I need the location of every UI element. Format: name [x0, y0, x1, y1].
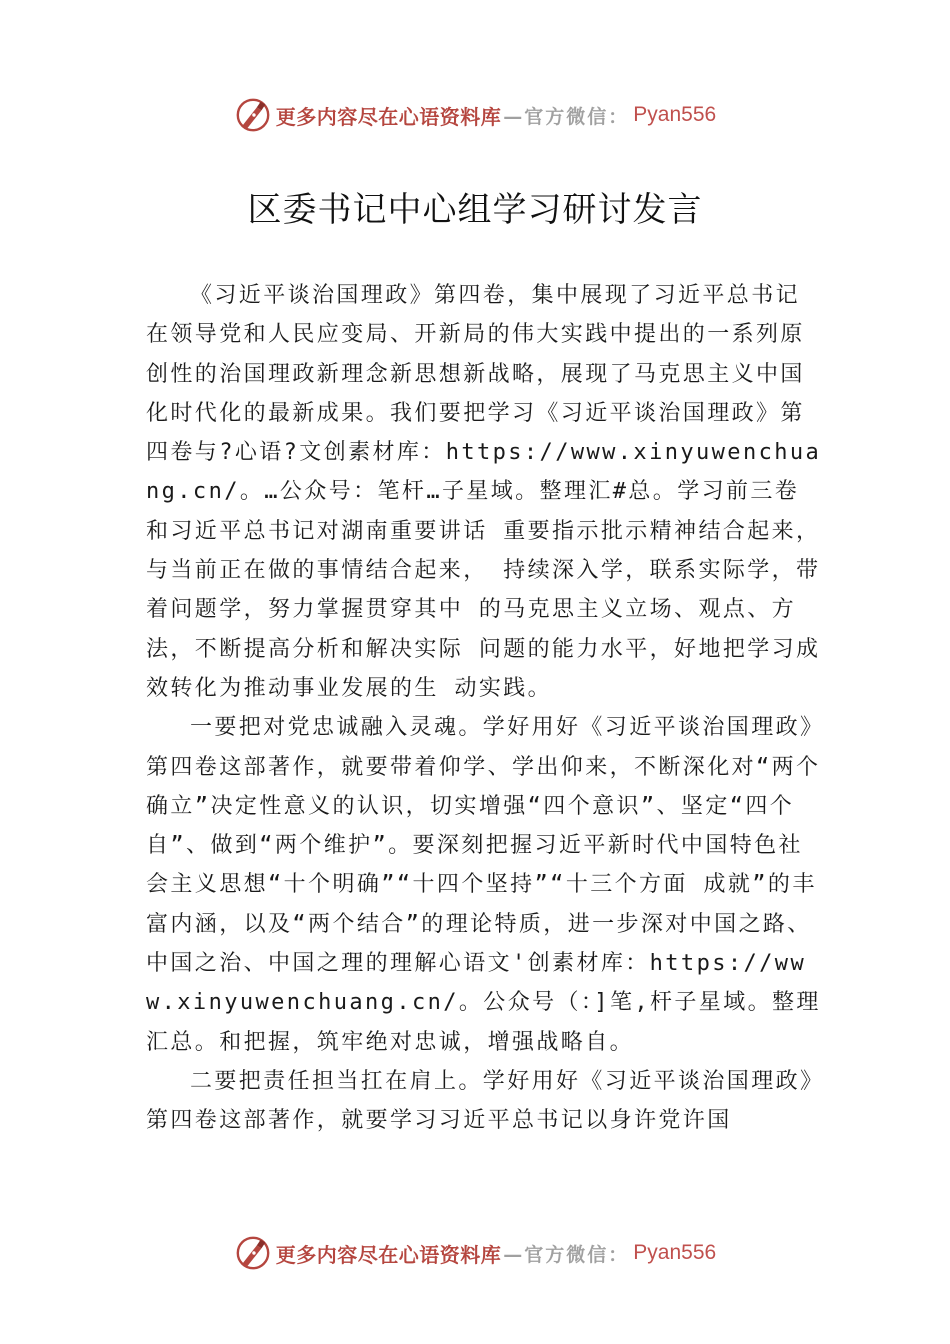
wechat-id: Pyan556: [633, 103, 717, 126]
wechat-label: —官方微信：: [503, 1243, 630, 1266]
header-banner: [0, 93, 950, 137]
pen-nib-logo-icon: [234, 1234, 272, 1272]
wechat-id: Pyan556: [633, 1241, 717, 1264]
footer-banner: [0, 1231, 950, 1275]
promo-text: 更多内容尽在心语资料库: [275, 104, 502, 129]
pen-nib-logo-icon: [234, 96, 272, 134]
document-body: [146, 276, 822, 1141]
paragraph: 《习近平谈治国理政》第四卷，集中展现了习近平总书记在领导党和人民应变局、开新局的伟大实践中提出的一系列原创性的治国理政新理念新思想新战略，展现了马克思主义中国化时代化的最新成果。我们要把学习《习近平谈治国理政》第四卷与?心语?文创素材库：https://www.xinyuwenchuang.cn/。…公众号：笔杆…子星域。整理汇#总。学习前三卷和习近平总书记对湖南重要讲话 重要指示批示精神结合起来，与当前正在做的事情结合起来， 持续深入学，联系实际学，带着问题学，努力掌握贯穿其中 的马克思主义立场、观点、方法，不断提高分析和解决实际 问题的能力水平，好地把学习成效转化为推动事业发展的生 动实践。: [146, 283, 822, 701]
promo-text: 更多内容尽在心语资料库: [275, 1242, 502, 1267]
paragraph: 二要把责任担当扛在肩上。学好用好《习近平谈治国理政》第四卷这部著作，就要学习习近平总书记以身许党许国: [146, 1068, 814, 1134]
document-title: 区委书记中心组学习研讨发言: [247, 190, 703, 230]
wechat-label: —官方微信：: [503, 105, 630, 128]
paragraph: 一要把对党忠诚融入灵魂。学好用好《习近平谈治国理政》第四卷这部著作，就要带着仰学、学出仰来，不断深化对“两个确立”决定性意义的认识，切实增强“四个意识”、坚定“四个自”、做到“两个维护”。要深刻把握习近平新时代中国特色社会主义思想“十个明确”“十四个坚持”“十三个方面 成就”的丰富内涵，以及“两个结合”的理论特质，进一步深对中国之路、中国之治、中国之理的理解心语文'创素材库：https://www.xinyuwenchuang.cn/。公众号（：]笔,杆子星域。整理汇总。和把握，筑牢绝对忠诚，增强战略自。: [146, 715, 821, 1055]
